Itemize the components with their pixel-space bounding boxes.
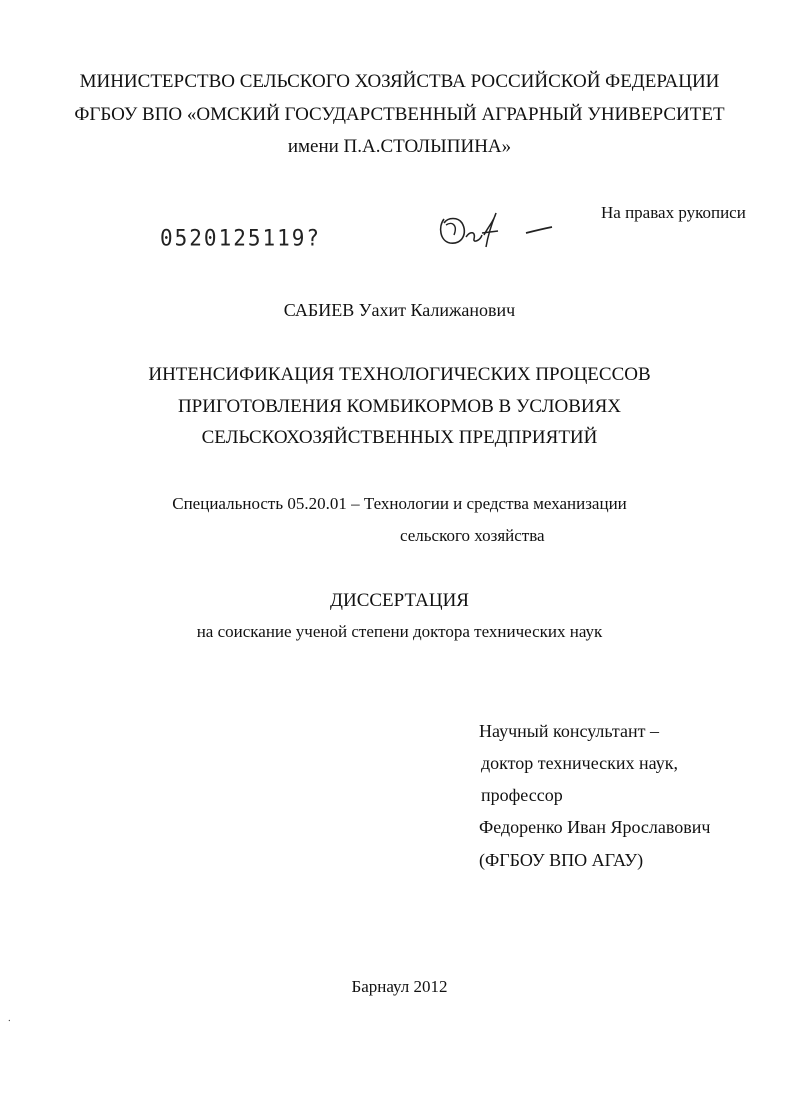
ministry-heading: МИНИСТЕРСТВО СЕЛЬСКОГО ХОЗЯЙСТВА РОССИЙСКОЙ ФЕДЕРАЦИИ	[79, 71, 720, 92]
author-name: САБИЕВ Уахит Калижанович	[283, 300, 516, 320]
specialty-line-1: Специальность 05.20.01 – Технологии и средства механизации	[172, 494, 627, 513]
university-heading: ФГБОУ ВПО «ОМСКИЙ ГОСУДАРСТВЕННЫЙ АГРАРНЫЙ УНИВЕРСИТЕТ	[74, 104, 725, 125]
registration-stamp: 0520125119?	[160, 225, 322, 251]
dissertation-title-line-1: ИНТЕНСИФИКАЦИЯ ТЕХНОЛОГИЧЕСКИХ ПРОЦЕССОВ	[148, 364, 651, 385]
dissertation-title-line-2: ПРИГОТОВЛЕНИЯ КОМБИКОРМОВ В УСЛОВИЯХ	[177, 396, 622, 417]
degree-sought: на соискание ученой степени доктора технических наук	[196, 622, 603, 641]
document-type: ДИССЕРТАЦИЯ	[330, 590, 469, 611]
consultant-line-1: Научный консультант –	[479, 721, 659, 741]
scan-speck: ⸱	[8, 1016, 11, 1027]
dissertation-title-line-3: СЕЛЬСКОХОЗЯЙСТВЕННЫХ ПРЕДПРИЯТИЙ	[201, 427, 598, 448]
manuscript-rights: На правах рукописи	[601, 203, 746, 222]
consultant-line-2: доктор технических наук,	[481, 753, 678, 773]
university-named-after: имени П.А.СТОЛЫПИНА»	[287, 136, 512, 157]
place-and-year: Барнаул 2012	[351, 977, 448, 996]
consultant-line-3: профессор	[481, 785, 563, 805]
consultant-name: Федоренко Иван Ярославович	[479, 817, 711, 837]
consultant-affiliation: (ФГБОУ ВПО АГАУ)	[479, 850, 644, 870]
handwritten-signature	[432, 205, 557, 255]
specialty-line-2: сельского хозяйства	[400, 526, 545, 545]
